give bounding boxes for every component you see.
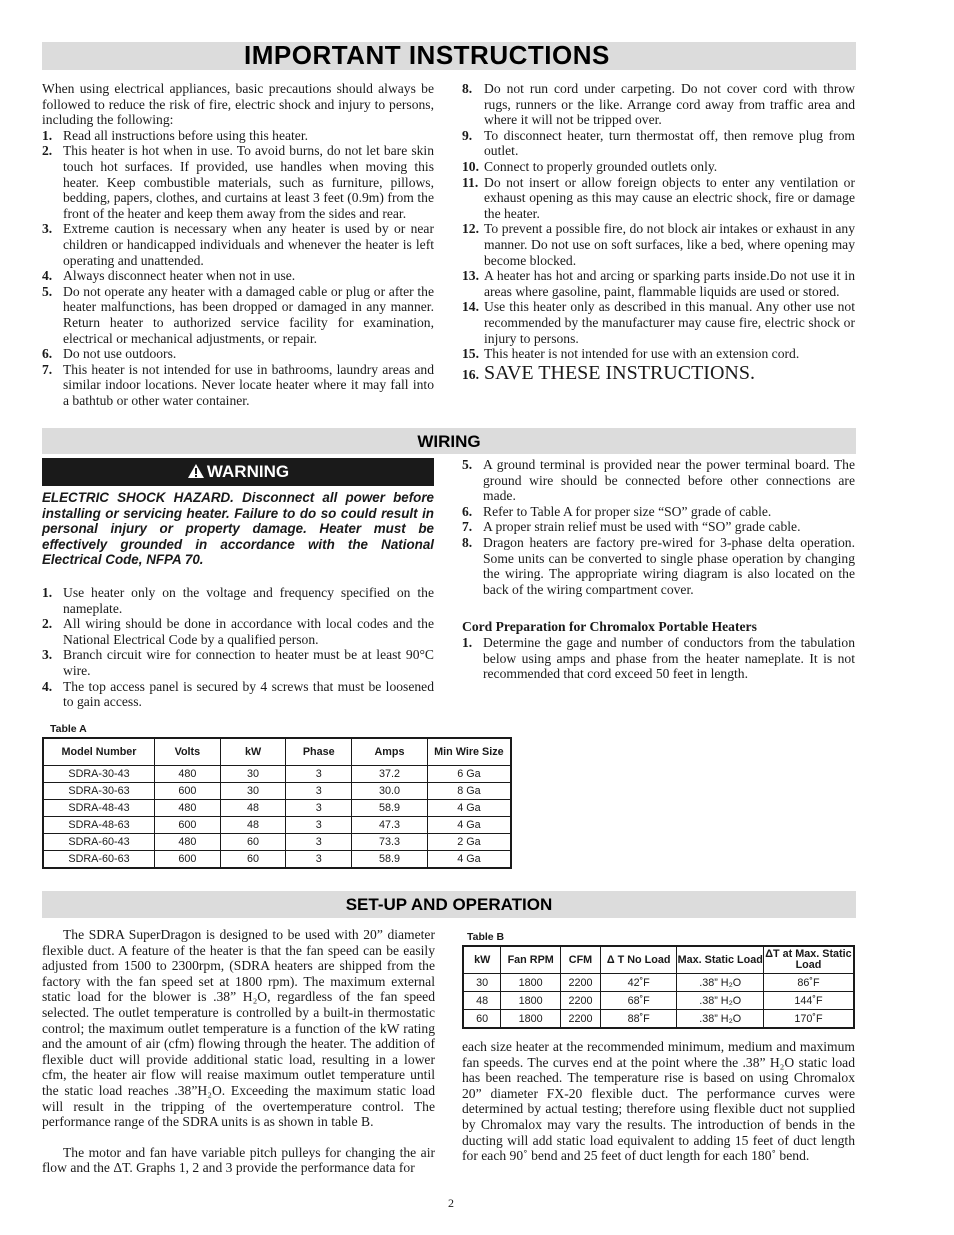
column-header: Volts <box>155 738 221 766</box>
table-cell: 60 <box>463 1010 501 1029</box>
table-a-header-row <box>43 738 511 766</box>
table-cell: 4 Ga <box>427 851 511 869</box>
list-item <box>462 175 855 222</box>
wiring-right-column <box>462 457 855 682</box>
table-cell: 58.9 <box>352 851 428 869</box>
table-cell: 3 <box>286 783 352 800</box>
setup-paragraph-3: each size heater at the recommended minimum, medium and maximum fan speeds. The curves end at the point where the .38” H₂O static load has been reached. The temperature rise is based on using Chromalox 20” diameter FX-20 flexible duct. The performance curves were determined by actual testing; therefore using flexible duct not supplied by Chromalox may vary the results. The introduction of bends in the ducting will add static load equivalent to adding 15 feet of duct length for each 90˚ bend and 25 feet of duct length for each 180˚ bend. <box>462 1039 855 1164</box>
instructions-list <box>42 128 434 409</box>
table-cell: SDRA-48-43 <box>43 800 155 817</box>
item-number: 3. <box>42 647 53 663</box>
item-text: Read all instructions before using this heater. <box>63 127 309 143</box>
item-text: A ground terminal is provided near the power terminal board. The ground wire should be connected before other connections are made. <box>483 457 855 504</box>
item-text: To disconnect heater, turn thermostat off, then remove plug from outlet. <box>484 127 855 159</box>
table-row <box>43 800 511 817</box>
list-item <box>462 81 855 128</box>
item-number: 15. <box>462 346 479 362</box>
item-text: A heater has hot and arcing or sparking parts inside.Do not use it in areas where gasoline, paint, flammable liquids are used or stored. <box>484 268 855 299</box>
table-cell: 58.9 <box>352 800 428 817</box>
item-text: This heater is not intended for use with an extension cord. <box>484 346 800 362</box>
item-number: 2. <box>42 616 53 632</box>
item-text: Branch circuit wire for connection to heater must be at least 90°C wire. <box>63 647 434 678</box>
table-row <box>463 974 854 992</box>
table-a-caption: Table A <box>50 723 87 735</box>
list-item <box>42 128 434 144</box>
item-number: 4. <box>42 268 53 284</box>
setup-paragraph-1: The SDRA SuperDragon is designed to be used with 20” diameter flexible duct. A feature of the heater is that the fan speed can be easily adjusted from 1500 to 2300rpm, (SDRA heaters are shipped from the factory with the fan speed set at 1800 rpm). The maximum external static load for the blower is .38” H₂O, regardless of the fan speed selected. The outlet temperature is controlled by a built-in thermostatic control; the maximum outlet temperature is a function of the kW rating and the amount of air (cfm) flowing through the heater. The addition of flexible duct will provide additional static load, resulting in a lower cfm, the heater air flow will reaise maximum outlet temperature until the static load reaches .38”H₂O. Exceeding the maximum static load will result in the tripping of the overtemperature control. The performance range of the SDRA units is as shown in table B. <box>42 927 435 1130</box>
list-item <box>42 268 434 284</box>
column-header: Model Number <box>43 738 155 766</box>
table-cell: 1800 <box>501 974 561 992</box>
instructions-right-column <box>462 81 855 384</box>
item-text: Determine the gage and number of conductors from the tabulation below using amps and phase from the heater nameplate. It is not recommended that cord exceed 50 feet in length. <box>483 634 855 682</box>
table-b-caption: Table B <box>467 931 505 943</box>
table-cell: 600 <box>155 851 221 869</box>
table-row <box>463 992 854 1010</box>
item-text: Dragon heaters are factory pre-wired for 3-phase delta operation. Some units can be converted to single phase operation by changing the wiring. The appropriate wiring diagram is also located on the back of the wiring compartment cover. <box>483 534 855 597</box>
list-item <box>462 299 855 346</box>
table-cell: 3 <box>286 851 352 869</box>
item-number: 14. <box>462 299 479 315</box>
warning-banner <box>42 458 434 486</box>
wiring-section-bar <box>42 428 856 454</box>
table-cell: 1800 <box>501 1010 561 1029</box>
table-cell: 73.3 <box>352 834 428 851</box>
item-text: Connect to properly grounded outlets only. <box>484 158 718 174</box>
table-a <box>42 737 512 869</box>
list-item <box>42 585 434 616</box>
column-header: Fan RPM <box>501 946 561 974</box>
list-item <box>42 647 434 678</box>
setup-right-column <box>462 1039 855 1164</box>
list-item <box>42 616 434 647</box>
item-number: 8. <box>462 534 473 550</box>
setup-heading: SET-UP AND OPERATION <box>345 895 553 914</box>
item-text: To prevent a possible fire, do not block air intakes or exhaust in any manner. Do not use on soft surfaces, like a bed, where opening may become blocked. <box>484 221 855 268</box>
table-row <box>43 817 511 834</box>
item-number: 12. <box>462 221 479 237</box>
table-cell: 88˚F <box>600 1010 677 1029</box>
table-cell: .38” H₂O <box>677 974 764 992</box>
list-item <box>42 284 434 346</box>
table-cell: 47.3 <box>352 817 428 834</box>
column-header: Phase <box>286 738 352 766</box>
table-cell: SDRA-30-43 <box>43 766 155 783</box>
table-cell: 37.2 <box>352 766 428 783</box>
setup-section-bar <box>42 891 856 918</box>
table-cell: 480 <box>155 800 221 817</box>
item-number: 7. <box>42 361 53 377</box>
table-cell: 30 <box>463 974 501 992</box>
item-number: 11. <box>462 174 479 190</box>
cord-preparation-heading: Cord Preparation for Chromalox Portable Heaters <box>462 619 757 635</box>
table-b <box>462 945 855 1029</box>
list-item <box>462 519 855 535</box>
title-bar <box>42 42 856 70</box>
item-text: Use this heater only as described in this manual. Any other use not recommended by the manufacturer may cause fire, electric shock or injury to persons. <box>484 299 855 346</box>
instructions-left-column <box>42 81 434 408</box>
wiring-left-column <box>42 585 434 710</box>
item-number: 10. <box>462 158 479 174</box>
item-text: Do not operate any heater with a damaged cable or plug or after the heater malfunctions, has been dropped or damaged in any manner. Return heater to authorized service facility for examination, electrical or mechanical adjustments, or repair. <box>63 283 434 346</box>
table-cell: 48 <box>220 800 286 817</box>
table-cell: 86˚F <box>763 974 854 992</box>
list-item <box>462 268 855 299</box>
table-cell: 2200 <box>561 974 601 992</box>
item-text: Extreme caution is necessary when any heater is used by or near children or handicapped individuals and whenever the heater is left operating and unattended. <box>63 221 434 268</box>
item-number: 6. <box>42 346 53 362</box>
intro-text: When using electrical appliances, basic precautions should always be followed to reduce the risk of fire, electric shock and injury to persons, including the following: <box>42 81 434 128</box>
table-cell: 3 <box>286 766 352 783</box>
list-item <box>462 346 855 362</box>
table-cell: 480 <box>155 834 221 851</box>
table-cell: 30 <box>220 766 286 783</box>
item-text: Do not use outdoors. <box>63 346 177 362</box>
item-text: Do not run cord under carpeting. Do not cover cord with throw rugs, runners or the like. Arrange cord away from traffic area and where it will not be tripped over. <box>484 81 855 128</box>
column-header: ΔT at Max. Static Load <box>763 946 854 974</box>
item-number: 16. <box>462 366 479 382</box>
item-number: 4. <box>42 678 53 694</box>
table-cell: 2 Ga <box>427 834 511 851</box>
list-item <box>462 362 855 384</box>
table-cell: .38” H₂O <box>677 1010 764 1029</box>
table-cell: SDRA-60-63 <box>43 851 155 869</box>
list-item <box>42 221 434 268</box>
wiring-list-continued <box>462 457 855 597</box>
table-cell: 144˚F <box>763 992 854 1010</box>
page-number: 2 <box>448 1196 454 1210</box>
table-cell: 68˚F <box>600 992 677 1010</box>
setup-paragraph-2: The motor and fan have variable pitch pulleys for changing the air flow and the ΔT. Graphs 1, 2 and 3 provide the performance data for <box>42 1144 435 1176</box>
column-header: Max. Static Load <box>677 946 764 974</box>
list-item <box>42 679 434 710</box>
item-number: 1. <box>42 127 53 143</box>
wiring-heading: WIRING <box>417 432 481 451</box>
table-cell: 3 <box>286 834 352 851</box>
item-number: 1. <box>462 634 473 650</box>
column-header: Amps <box>352 738 428 766</box>
table-cell: 170˚F <box>763 1010 854 1029</box>
table-cell: 30 <box>220 783 286 800</box>
item-text: This heater is not intended for use in bathrooms, laundry areas and similar indoor locations. Never locate heater where it may fall into a bathtub or other water container. <box>63 361 434 408</box>
table-row <box>43 851 511 869</box>
list-item <box>42 346 434 362</box>
table-cell: 4 Ga <box>427 800 511 817</box>
warning-icon <box>187 460 205 488</box>
item-number: 2. <box>42 143 53 159</box>
list-item <box>462 128 855 159</box>
item-text: All wiring should be done in accordance with local codes and the National Electrical Code by a qualified person. <box>63 616 434 647</box>
column-header: kW <box>220 738 286 766</box>
table-b-body <box>463 974 854 1029</box>
table-cell: SDRA-48-63 <box>43 817 155 834</box>
table-cell: 3 <box>286 817 352 834</box>
item-number: 5. <box>462 457 473 472</box>
table-cell: SDRA-30-63 <box>43 783 155 800</box>
column-header: kW <box>463 946 501 974</box>
item-text: Refer to Table A for proper size “SO” grade of cable. <box>483 503 772 519</box>
table-row <box>463 1010 854 1029</box>
table-cell: 48 <box>463 992 501 1010</box>
page-title: IMPORTANT INSTRUCTIONS <box>244 40 610 70</box>
list-item <box>462 635 855 682</box>
item-number: 3. <box>42 221 53 237</box>
table-cell: SDRA-60-43 <box>43 834 155 851</box>
table-cell: 2200 <box>561 1010 601 1029</box>
table-cell: 6 Ga <box>427 766 511 783</box>
item-text: A proper strain relief must be used with “SO” grade cable. <box>483 519 801 535</box>
warning-text: ELECTRIC SHOCK HAZARD. Disconnect all power before installing or servicing heater. Failure to do so could result in personal injury or property damage. Heater must be effectively grounded in accordance with the National Electrical Code, NFPA 70. <box>42 490 434 568</box>
table-cell: 3 <box>286 800 352 817</box>
table-cell: 48 <box>220 817 286 834</box>
table-row <box>43 766 511 783</box>
warning-label: WARNING <box>206 462 290 481</box>
table-cell: .38” H₂O <box>677 992 764 1010</box>
table-cell: 4 Ga <box>427 817 511 834</box>
table-cell: 600 <box>155 783 221 800</box>
column-header: Δ T No Load <box>600 946 677 974</box>
table-cell: 1800 <box>501 992 561 1010</box>
item-number: 13. <box>462 268 479 284</box>
table-cell: 2200 <box>561 992 601 1010</box>
table-row <box>43 783 511 800</box>
list-item <box>42 362 434 409</box>
item-number: 9. <box>462 127 473 143</box>
list-item <box>462 457 855 504</box>
column-header: Min Wire Size <box>427 738 511 766</box>
item-text: The top access panel is secured by 4 screws that must be loosened to gain access. <box>63 678 434 710</box>
cord-preparation-list <box>462 635 855 682</box>
table-cell: 30.0 <box>352 783 428 800</box>
item-number: 8. <box>462 81 473 96</box>
list-item <box>462 159 855 175</box>
item-text: This heater is hot when in use. To avoid burns, do not let bare skin touch hot surfaces. If provided, use handles when moving this heater. Keep combustible materials, such as furniture, pillows, bedding, papers, clothes, and curtains at least 3 feet (0.9m) from the front of the heater and keep them away from the sides and rear. <box>63 143 434 221</box>
table-b-header-row <box>463 946 854 974</box>
list-item <box>42 143 434 221</box>
table-cell: 42˚F <box>600 974 677 992</box>
list-item <box>462 504 855 520</box>
table-cell: 60 <box>220 851 286 869</box>
table-cell: 60 <box>220 834 286 851</box>
setup-left-column <box>42 927 435 1176</box>
table-cell: 600 <box>155 817 221 834</box>
instructions-list-continued <box>462 81 855 384</box>
item-number: 7. <box>462 519 473 535</box>
item-text: Do not insert or allow foreign objects to enter any ventilation or exhaust opening as this may cause an electric shock, fire or damage the heater. <box>484 174 855 221</box>
item-text: SAVE THESE INSTRUCTIONS. <box>484 361 755 384</box>
wiring-list <box>42 585 434 710</box>
item-number: 6. <box>462 503 473 519</box>
column-header: CFM <box>561 946 601 974</box>
list-item <box>462 221 855 268</box>
table-row <box>43 834 511 851</box>
table-a-body <box>43 766 511 869</box>
item-text: Always disconnect heater when not in use. <box>63 268 296 284</box>
table-cell: 8 Ga <box>427 783 511 800</box>
item-number: 5. <box>42 283 53 299</box>
list-item <box>462 535 855 597</box>
item-text: Use heater only on the voltage and frequency specified on the nameplate. <box>63 585 434 616</box>
item-number: 1. <box>42 585 53 600</box>
table-cell: 480 <box>155 766 221 783</box>
